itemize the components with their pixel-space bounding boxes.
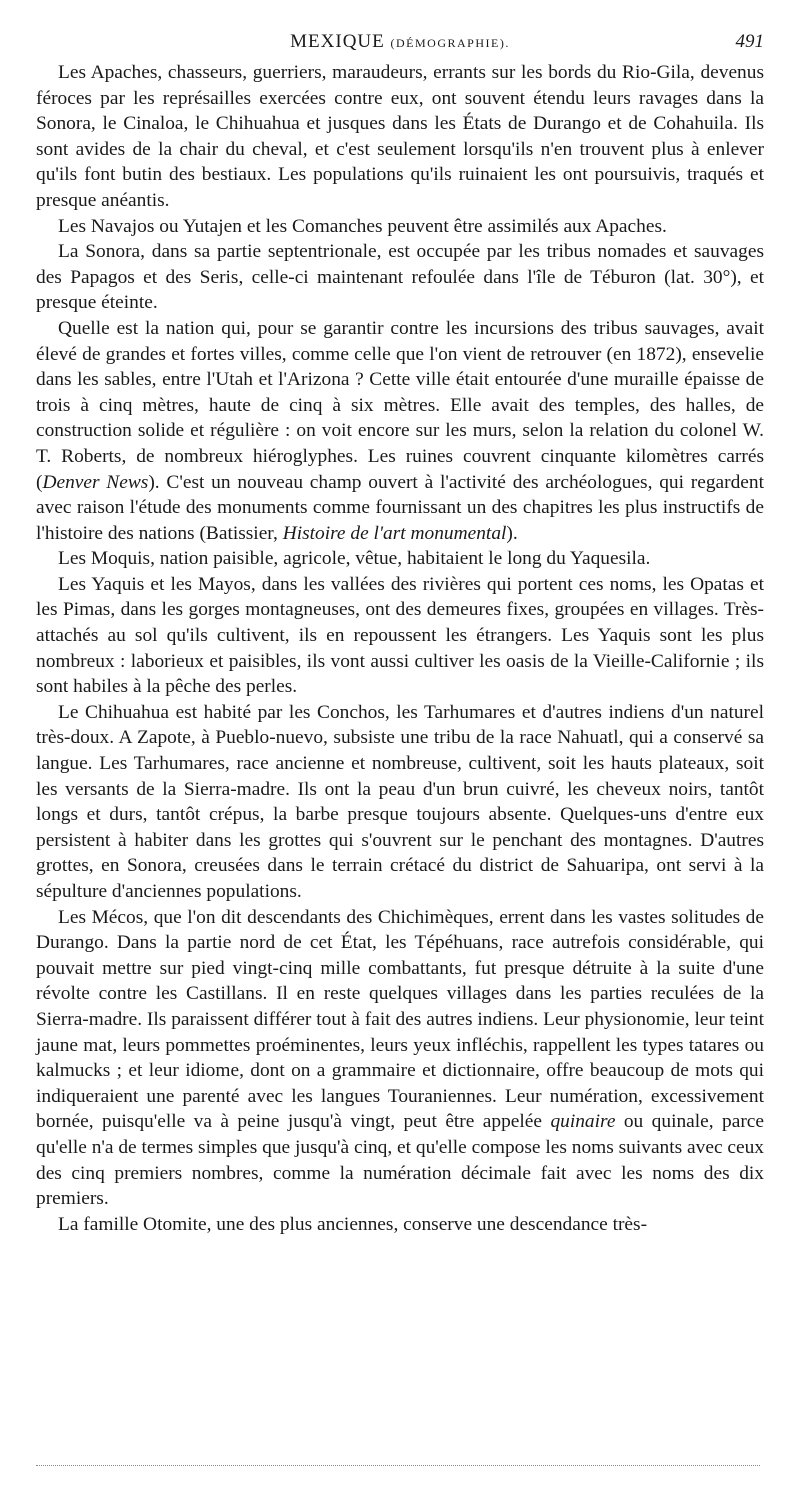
italic-text: Denver News xyxy=(42,471,149,493)
running-title xyxy=(36,30,764,55)
page xyxy=(36,30,764,1237)
text-run: La famille Otomite, une des plus anciennes, conserve une descendance très- xyxy=(58,1213,648,1235)
text-run: Les Apaches, chasseurs, guerriers, maraudeurs, errants sur les bords du Rio-Gila, devenus féroces par les représailles exercées contre eux, ont souvent étendu leurs ravages dans la Sonora, le Cinaloa, le Chihuahua et jusques dans les États de Durango et de Cohahuila. Ils sont avides de la chair du cheval, et c'est seulement lorsqu'ils n'en trouvent plus à enlever qu'ils font butin des bestiaux. Les populations qu'ils ruinaient les ont poursuivis, traqués et presque anéantis. xyxy=(36,62,764,211)
text-run: Le Chihuahua est habité par les Conchos, les Tarhumares et d'autres indiens d'un naturel très-doux. A Zapote, à Pueblo-nuevo, subsiste une tribu de la race Nahuatl, qui a conservé sa langue. Les Tarhumares, race ancienne et nombreuse, cultivent, soit les hauts plateaux, soit les versants de la Sierra-madre. Ils ont la peau d'un brun cuivré, les cheveux noirs, tantôt longs et durs, tantôt crépus, la barbe presque toujours absente. Quelques-uns d'entre eux persistent à habiter dans les grottes qui s'ouvrent sur le penchant des montagnes. D'autres grottes, en Sonora, creusées dans le terrain crétacé du district de Sahuaripa, ont servi à la sépulture d'anciennes populations. xyxy=(36,701,764,902)
paragraph xyxy=(36,546,764,572)
paragraph xyxy=(36,316,764,546)
paragraph xyxy=(36,905,764,1212)
italic-text: Histoire de l'art monumental xyxy=(282,522,507,544)
paragraph xyxy=(36,1212,764,1238)
text-run: Les Moquis, nation paisible, agricole, vêtue, habitaient le long du Yaquesila. xyxy=(58,548,651,570)
running-title-main: MEXIQUE xyxy=(290,31,385,52)
page-number: 491 xyxy=(735,31,764,52)
footer-dotted-rule xyxy=(36,1465,760,1466)
text-run: ou quinale, parce qu'elle n'a de termes simples que jusqu'à cinq, et qu'elle compose les noms suivants avec ceux des cinq premiers nombres, comme la numération décimale fait avec les noms des dix premiers. xyxy=(36,1111,765,1210)
paragraph xyxy=(36,572,764,700)
paragraph xyxy=(36,214,764,240)
running-title-subtitle: (DÉMOGRAPHIE). xyxy=(390,36,510,50)
text-run: Les Navajos ou Yutajen et les Comanches peuvent être assimilés aux Apaches. xyxy=(58,215,667,237)
paragraph xyxy=(36,700,764,905)
text-run: Les Yaquis et les Mayos, dans les vallées des rivières qui portent ces noms, les Opatas et les Pimas, dans les gorges montagneuses, ont des demeures fixes, groupées en villages. Très-attachés au sol qu'ils cultivent, ils en repoussent les étrangers. Les Yaquis sont les plus nombreux : laborieux et paisibles, ils vont aussi cultiver les oasis de la Vieille-Californie ; ils sont habiles à la pêche des perles. xyxy=(36,573,764,698)
text-run: Les Mécos, que l'on dit descendants des Chichimèques, errent dans les vastes solitudes de Durango. Dans la partie nord de cet État, les Tépéhuans, race autrefois considérable, qui pouvait mettre sur pied vingt-cinq mille combattants, fut presque détruite à la suite d'une révolte contre les Castillans. Il en reste quelques villages dans les parties reculées de la Sierra-madre. Ils paraissent différer tout à fait des autres indiens. Leur physionomie, leur teint jaune mat, leurs pommettes proéminentes, leurs yeux infléchis, rappellent les types tatares ou kalmucks ; et leur idiome, dont on a grammaire et dictionnaire, offre beaucoup de mots qui indiqueraient une parenté avec les langues Touraniennes. Leur numération, excessivement bornée, puisqu'elle va à peine jusqu'à vingt, peut être appelée xyxy=(36,906,764,1133)
body-text xyxy=(36,60,764,1237)
text-run: ). C'est un nouveau champ ouvert à l'activité des archéologues, qui regardent avec raison l'étude des monuments comme fournissant un des chapitres les plus instructifs de l'histoire des nations (Batissier, xyxy=(36,471,764,544)
paragraph xyxy=(36,239,764,316)
text-run: ). xyxy=(506,522,518,544)
running-header xyxy=(36,30,764,54)
text-run: Quelle est la nation qui, pour se garantir contre les incursions des tribus sauvages, avait élevé de grandes et fortes villes, comme celle que l'on vient de retrouver (en 1872), ensevelie dans les sables, entre l'Utah et l'Arizona ? Cette ville était entourée d'une muraille épaisse de trois à cinq mètres, haute de cinq à six mètres. Elle avait des temples, des halles, de construction solide et régulière : on voit encore sur les murs, selon la relation du colonel W. T. Roberts, de nombreux hiéroglyphes. Les ruines couvrent cinquante kilomètres carrés ( xyxy=(36,317,764,493)
italic-text: quinaire xyxy=(550,1111,616,1133)
paragraph xyxy=(36,60,764,214)
text-run: La Sonora, dans sa partie septentrionale, est occupée par les tribus nomades et sauvages des Papagos et des Seris, celle-ci maintenant refoulée dans l'île de Téburon (lat. 30°), et presque éteinte. xyxy=(36,241,764,314)
